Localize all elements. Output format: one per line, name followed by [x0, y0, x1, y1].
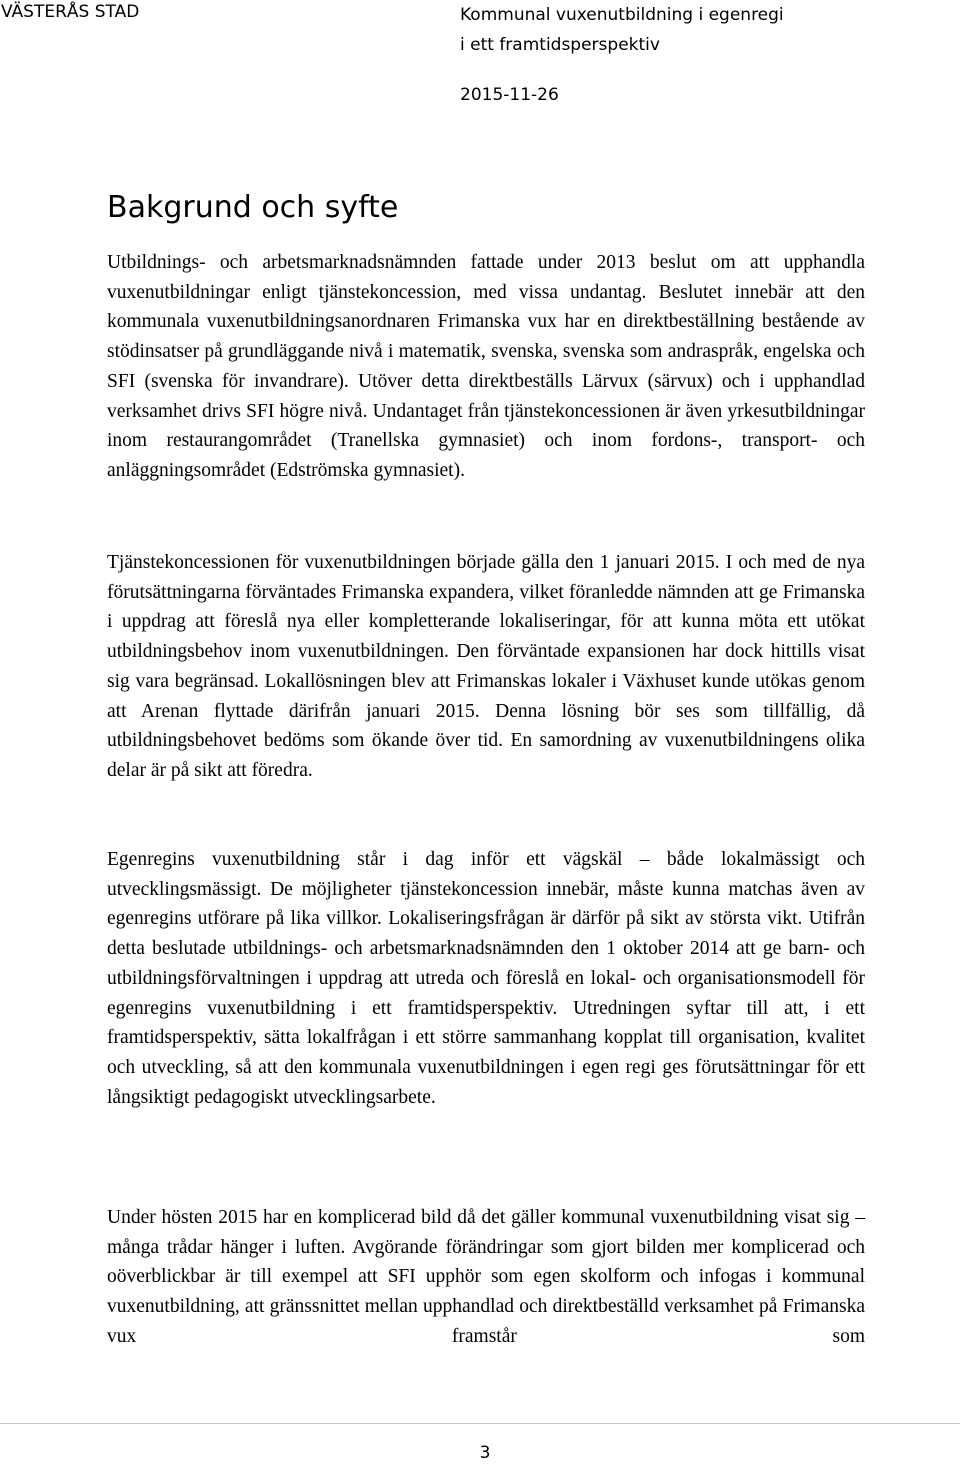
- header-date: 2015-11-26: [460, 85, 559, 105]
- header-organization: VÄSTERÅS STAD: [1, 2, 140, 22]
- body-paragraph-4: Under hösten 2015 har en komplicerad bild då det gäller kommunal vuxenutbildning visat sig – många trådar hänger i luften. Avgörande förändringar som gjort bilden mer komplicerad och oöverblickbar är till exempel att SFI upphör som egen skolform och infogas i kommunal vuxenutbildning, att gränssnittet mellan upphandlad och direktbeställd verksamhet på Frimanska vux framstår som: [107, 1207, 865, 1347]
- body-paragraph-1: Utbildnings- och arbetsmarknadsnämnden fattade under 2013 beslut om att upphandla vuxenutbildningar enligt tjänstekoncession, med vissa undantag. Beslutet innebär att den kommunala vuxenutbildningsanordnaren Frimanska vux har en direktbeställning bestående av stödinsatser på grundläggande nivå i matematik, svenska, svenska som andraspråk, engelska och SFI (svenska för invandrare). Utöver detta direktbeställs Lärvux (särvux) och i upphandlad verksamhet drivs SFI högre nivå. Undantaget från tjänstekoncessionen är även yrkesutbildningar inom restaurangområdet (Tranellska gymnasiet) och inom fordons-, transport- och anläggningsområdet (Edströmska gymnasiet).: [107, 252, 865, 481]
- header-title-line-1: Kommunal vuxenutbildning i egenregi: [460, 5, 784, 25]
- footer-divider: [0, 1423, 960, 1424]
- body-paragraph-2: Tjänstekoncessionen för vuxenutbildningen började gälla den 1 januari 2015. I och med de nya förutsättningarna förväntades Frimanska expandera, vilket föranledde nämnden att ge Frimanska i uppdrag att föreslå nya eller kompletterande lokaliseringar, för att kunna möta ett utökat utbildningsbehov inom vuxenutbildningen. Den förväntade expansionen har dock hittills visat sig vara begränsad. Lokallösningen blev att Frimanskas lokaler i Växhuset kunde utökas genom att Arenan flyttade därifrån januari 2015. Denna lösning bör ses som tillfällig, då utbildningsbehovet bedöms som ökande över tid. En samordning av vuxenutbildningens olika delar är på sikt att föredra.: [107, 552, 865, 781]
- header-document-title: [460, 0, 784, 60]
- body-paragraph-3: Egenregins vuxenutbildning står i dag inför ett vägskäl – både lokalmässigt och utvecklingsmässigt. De möjligheter tjänstekoncession innebär, måste kunna matchas även av egenregins utförare på lika villkor. Lokaliseringsfrågan är därför på sikt av största vikt. Utifrån detta beslutade utbildnings- och arbetsmarknadsnämnden den 1 oktober 2014 att ge barn- och utbildningsförvaltningen i uppdrag att utreda och föreslå en lokal- och organisationsmodell för egenregins vuxenutbildning i ett framtidsperspektiv. Utredningen syftar till att, i ett framtidsperspektiv, sätta lokalfrågan i ett större sammanhang kopplat till organisation, kvalitet och utveckling, så att den kommunala vuxenutbildningen i egen regi ges förutsättningar för ett långsiktigt pedagogiskt utvecklingsarbete.: [107, 849, 865, 1108]
- page-number: 3: [479, 1443, 491, 1463]
- header-title-line-2: i ett framtidsperspektiv: [460, 35, 660, 55]
- section-heading: Bakgrund och syfte: [107, 190, 399, 225]
